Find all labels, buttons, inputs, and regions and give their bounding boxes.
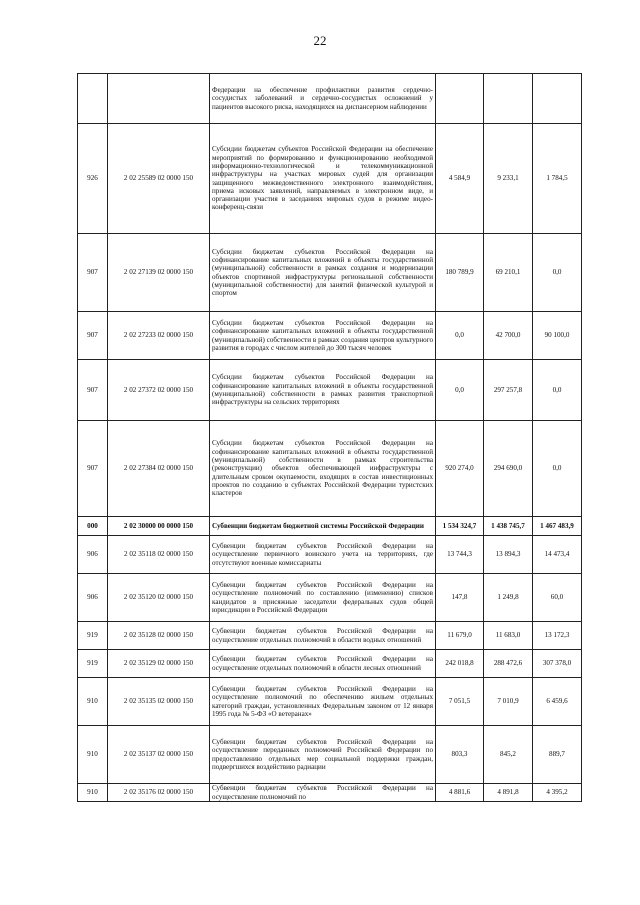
budget-code-cell: 2 02 35135 02 0000 150 [108,678,210,726]
amount-year2-cell [484,74,533,124]
amount-year3-cell: 4 395,2 [533,784,582,802]
revenue-name-cell: Субсидии бюджетам субъектов Российской Федерации на софинансирование капитальных вложений в объекты государственной (муниципальной) собственности в рамках развития транспортной инфраструктуры на сельских территориях [210,360,436,421]
amount-year3-cell: 889,7 [533,726,582,784]
amount-year2-cell: 9 233,1 [484,124,533,234]
amount-year1-cell: 4 881,6 [436,784,484,802]
table-body [78,74,582,802]
amount-year1-cell: 11 679,0 [436,622,484,650]
admin-code-cell: 907 [78,360,108,421]
admin-code-cell [78,74,108,124]
budget-code-cell: 2 02 35129 02 0000 150 [108,650,210,678]
amount-year2-cell: 297 257,8 [484,360,533,421]
revenue-name-cell: Субсидии бюджетам субъектов Российской Федерации на софинансирование капитальных вложений в объекты государственной (муниципальной) собственности в рамках создания центров культурного развития в городах с числом жителей до 300 тысяч человек [210,312,436,360]
table-row [78,574,582,622]
amount-year3-cell: 60,0 [533,574,582,622]
budget-code-cell: 2 02 27372 02 0000 150 [108,360,210,421]
amount-year1-cell: 7 051,5 [436,678,484,726]
amount-year2-cell: 11 683,0 [484,622,533,650]
budget-code-cell: 2 02 30000 00 0000 150 [108,517,210,536]
revenue-name-cell: Субвенции бюджетам субъектов Российской Федерации на осуществление первичного воинского учета на территориях, где отсутствуют военные комиссариаты [210,536,436,574]
budget-code-cell [108,74,210,124]
table-row [78,234,582,312]
amount-year1-cell [436,74,484,124]
amount-year1-cell: 1 534 324,7 [436,517,484,536]
budget-code-cell: 2 02 27384 02 0000 150 [108,421,210,517]
admin-code-cell: 907 [78,234,108,312]
amount-year3-cell: 6 459,6 [533,678,582,726]
amount-year3-cell: 307 378,0 [533,650,582,678]
table-row [78,650,582,678]
budget-code-cell: 2 02 27233 02 0000 150 [108,312,210,360]
amount-year3-cell [533,74,582,124]
amount-year3-cell: 1 467 483,9 [533,517,582,536]
table-row [78,312,582,360]
amount-year2-cell: 69 210,1 [484,234,533,312]
amount-year2-cell: 1 438 745,7 [484,517,533,536]
budget-code-cell: 2 02 25589 02 0000 150 [108,124,210,234]
admin-code-cell: 907 [78,421,108,517]
budget-code-cell: 2 02 35120 02 0000 150 [108,574,210,622]
table-row [78,124,582,234]
amount-year3-cell: 90 100,0 [533,312,582,360]
table-row [78,784,582,802]
table-row [78,726,582,784]
table-row [78,421,582,517]
budget-revenue-table [77,73,582,802]
budget-code-cell: 2 02 35128 02 0000 150 [108,622,210,650]
admin-code-cell: 906 [78,574,108,622]
revenue-name-cell: Федерации на обеспечение профилактики развития сердечно-сосудистых заболеваний и сердечно-сосудистых осложнений у пациентов высокого риска, находящихся на диспансерном наблюдении [210,74,436,124]
page-number: 22 [313,33,327,48]
admin-code-cell: 910 [78,678,108,726]
revenue-name-cell: Субсидии бюджетам субъектов Российской Федерации на обеспечение мероприятий по формированию и функционированию необходимой информационно-технологической и телекоммуникационной инфраструктуры на участках мировых судей для организации защищенного межведомственного электронного взаимодействия, приема исковых заявлений, направляемых в электронном виде, и организации участия в заседаниях мировых судов в режиме видео-конференц-связи [210,124,436,234]
amount-year2-cell: 42 700,0 [484,312,533,360]
admin-code-cell: 000 [78,517,108,536]
admin-code-cell: 919 [78,650,108,678]
admin-code-cell: 926 [78,124,108,234]
table-row [78,536,582,574]
amount-year3-cell: 13 172,3 [533,622,582,650]
revenue-name-cell: Субсидии бюджетам субъектов Российской Федерации на софинансирование капитальных вложений в объекты государственной (муниципальной) собственности в рамках строительства (реконструкции) объектов обеспечивающей инфраструктуры с длительным сроком окупаемости, входящих в состав инвестиционных проектов по созданию в субъектах Российской Федерации туристских кластеров [210,421,436,517]
amount-year2-cell: 294 690,0 [484,421,533,517]
table-row [78,517,582,536]
amount-year2-cell: 1 249,8 [484,574,533,622]
revenue-name-cell: Субвенции бюджетам субъектов Российской Федерации на осуществление полномочий по [210,784,436,802]
revenue-name-cell: Субвенции бюджетам субъектов Российской Федерации на осуществление переданных полномочий Российской Федерации по предоставлению отдельных мер социальной поддержки граждан, подвергшихся воздействию радиации [210,726,436,784]
table-row [78,622,582,650]
admin-code-cell: 906 [78,536,108,574]
table-row [78,678,582,726]
amount-year2-cell: 288 472,6 [484,650,533,678]
revenue-name-cell: Субвенции бюджетам субъектов Российской Федерации на осуществление отдельных полномочий в области лесных отношений [210,650,436,678]
admin-code-cell: 907 [78,312,108,360]
budget-code-cell: 2 02 35137 02 0000 150 [108,726,210,784]
amount-year3-cell: 0,0 [533,421,582,517]
amount-year1-cell: 13 744,3 [436,536,484,574]
admin-code-cell: 910 [78,726,108,784]
amount-year3-cell: 0,0 [533,360,582,421]
amount-year3-cell: 1 784,5 [533,124,582,234]
amount-year2-cell: 7 010,9 [484,678,533,726]
budget-code-cell: 2 02 35118 02 0000 150 [108,536,210,574]
budget-code-cell: 2 02 35176 02 0000 150 [108,784,210,802]
amount-year2-cell: 845,2 [484,726,533,784]
amount-year3-cell: 14 473,4 [533,536,582,574]
admin-code-cell: 919 [78,622,108,650]
amount-year1-cell: 4 584,9 [436,124,484,234]
amount-year2-cell: 4 891,8 [484,784,533,802]
revenue-name-cell: Субвенции бюджетам субъектов Российской Федерации на осуществление отдельных полномочий в области водных отношений [210,622,436,650]
table-row [78,360,582,421]
amount-year1-cell: 0,0 [436,360,484,421]
budget-code-cell: 2 02 27139 02 0000 150 [108,234,210,312]
amount-year1-cell: 0,0 [436,312,484,360]
amount-year3-cell: 0,0 [533,234,582,312]
amount-year2-cell: 13 894,3 [484,536,533,574]
admin-code-cell: 910 [78,784,108,802]
revenue-name-cell: Субвенции бюджетам субъектов Российской Федерации на осуществление полномочий по составлению (изменению) списков кандидатов в присяжные заседатели федеральных судов общей юрисдикции в Российской Федерации [210,574,436,622]
amount-year1-cell: 803,3 [436,726,484,784]
amount-year1-cell: 147,8 [436,574,484,622]
amount-year1-cell: 180 789,9 [436,234,484,312]
revenue-name-cell: Субсидии бюджетам субъектов Российской Федерации на софинансирование капитальных вложений в объекты государственной (муниципальной) собственности в рамках создания и модернизации объектов спортивной инфраструктуры региональной собственности (муниципальной собственности) для занятий физической культурой и спортом [210,234,436,312]
revenue-name-cell: Субвенции бюджетам бюджетной системы Российской Федерации [210,517,436,536]
amount-year1-cell: 242 018,8 [436,650,484,678]
amount-year1-cell: 920 274,0 [436,421,484,517]
revenue-name-cell: Субвенции бюджетам субъектов Российской Федерации на осуществление полномочий по обеспечению жильем отдельных категорий граждан, установленных Федеральным законом от 12 января 1995 года № 5-ФЗ «О ветеранах» [210,678,436,726]
table-row [78,74,582,124]
